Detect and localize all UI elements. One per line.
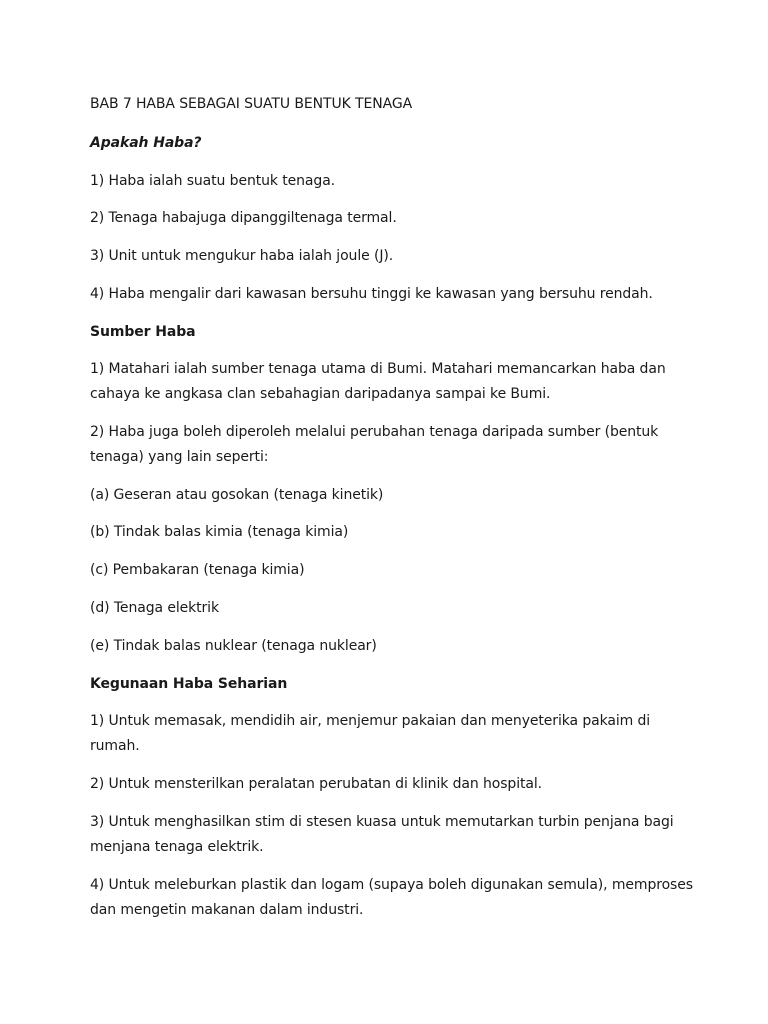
document-title: BAB 7 HABA SEBAGAI SUATU BENTUK TENAGA (90, 96, 413, 112)
section-heading-apakah-haba: Apakah Haba? (90, 135, 202, 151)
list-item: (e) Tindak balas nuklear (tenaga nuklear) (90, 638, 377, 654)
list-item-continuation: rumah. (90, 738, 140, 754)
list-item: (c) Pembakaran (tenaga kimia) (90, 562, 305, 578)
list-item-continuation: menjana tenaga elektrik. (90, 839, 264, 855)
list-item: 2) Haba juga boleh diperoleh melalui perubahan tenaga daripada sumber (bentuk (90, 424, 659, 440)
list-item: 1) Untuk memasak, mendidih air, menjemur pakaian dan menyeterika pakaim di (90, 713, 651, 729)
list-item: 3) Unit untuk mengukur haba ialah joule (J). (90, 248, 394, 264)
list-item: 4) Untuk meleburkan plastik dan logam (supaya boleh digunakan semula), memproses (90, 877, 693, 893)
list-item: 1) Haba ialah suatu bentuk tenaga. (90, 173, 336, 189)
section-heading-sumber-haba: Sumber Haba (90, 324, 196, 340)
list-item: 2) Tenaga habajuga dipanggiltenaga termal. (90, 210, 397, 226)
list-item: (a) Geseran atau gosokan (tenaga kinetik) (90, 487, 384, 503)
list-item: 2) Untuk mensterilkan peralatan perubatan di klinik dan hospital. (90, 776, 543, 792)
list-item: (b) Tindak balas kimia (tenaga kimia) (90, 524, 349, 540)
section-heading-kegunaan-haba: Kegunaan Haba Seharian (90, 676, 288, 692)
list-item: 3) Untuk menghasilkan stim di stesen kuasa untuk memutarkan turbin penjana bagi (90, 814, 674, 830)
list-item-continuation: dan mengetin makanan dalam industri. (90, 902, 364, 918)
list-item: (d) Tenaga elektrik (90, 600, 219, 616)
list-item-continuation: cahaya ke angkasa clan sebahagian daripadanya sampai ke Bumi. (90, 386, 551, 402)
list-item: 1) Matahari ialah sumber tenaga utama di Bumi. Matahari memancarkan haba dan (90, 361, 666, 377)
list-item: 4) Haba mengalir dari kawasan bersuhu tinggi ke kawasan yang bersuhu rendah. (90, 286, 653, 302)
list-item-continuation: tenaga) yang lain seperti: (90, 449, 269, 465)
